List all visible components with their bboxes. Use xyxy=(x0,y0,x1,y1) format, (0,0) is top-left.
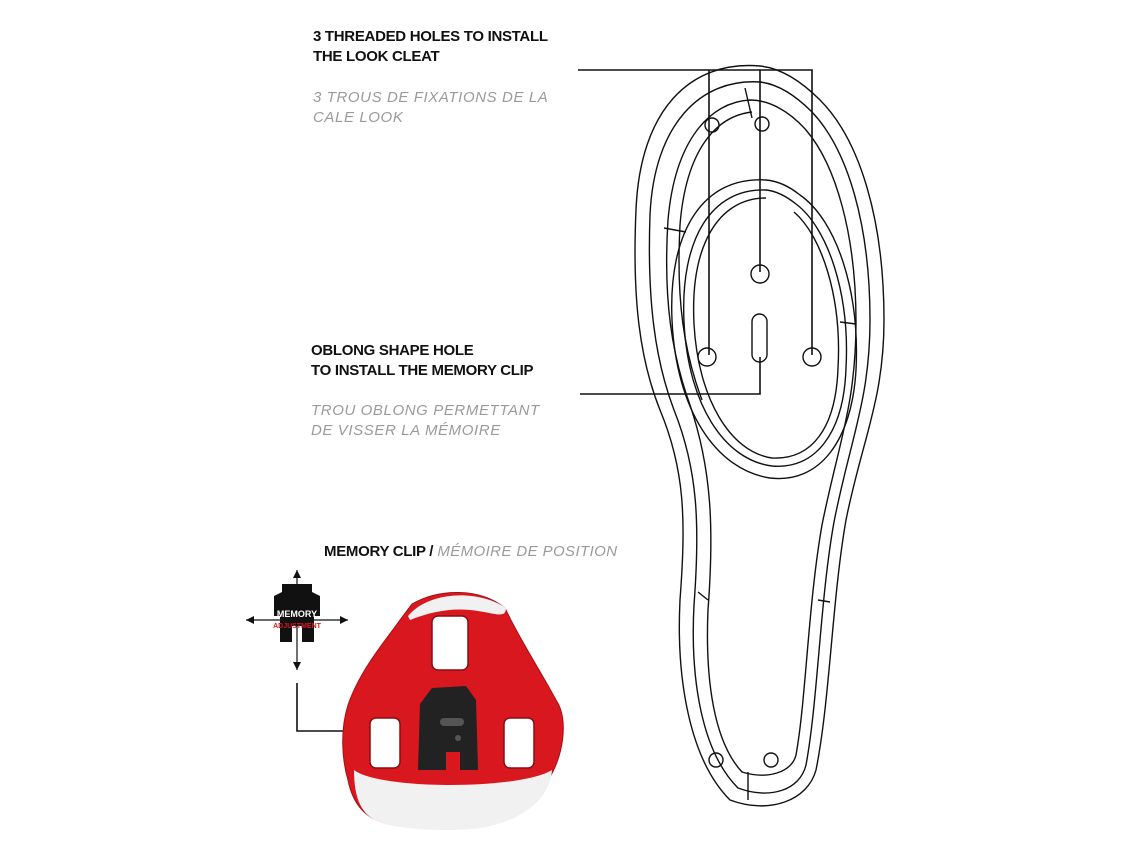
oblong-hole-icon xyxy=(752,314,767,362)
memory-logo-word: MEMORY xyxy=(276,609,318,619)
memory-logo xyxy=(246,570,348,670)
oblong-hole-translation-line2: DE VISSER LA MÉMOIRE xyxy=(311,422,501,439)
leader-line-oblong-hole xyxy=(580,357,760,394)
memory-clip-title-fr: MÉMOIRE DE POSITION xyxy=(437,543,618,560)
cleat-holes-translation-line2: CALE LOOK xyxy=(313,109,404,126)
cleat-holes-translation-line1: 3 TROUS DE FIXATIONS DE LA xyxy=(313,89,549,106)
oblong-hole-title-line2: TO INSTALL THE MEMORY CLIP xyxy=(311,362,534,379)
oblong-hole-title-line1: OBLONG SHAPE HOLE xyxy=(311,342,474,359)
cleat-holes-title-line1: 3 THREADED HOLES TO INSTALL xyxy=(313,28,548,45)
cleat-hole-left-icon xyxy=(698,348,716,366)
cleat-slot-right xyxy=(504,718,534,768)
cleat-area-outer xyxy=(672,180,857,479)
oblong-hole-translation-line1: TROU OBLONG PERMETTANT xyxy=(311,402,540,419)
cleat-slot-top xyxy=(432,616,468,670)
look-cleat xyxy=(343,592,564,830)
cleat-area-inner xyxy=(684,190,847,466)
leader-lines xyxy=(297,70,812,731)
memory-clip-title-en: MEMORY CLIP / xyxy=(324,543,434,560)
cleat-slot-left xyxy=(370,718,400,768)
memory-logo-subword: ADJUSTMENT xyxy=(273,623,321,630)
cleat-holes-title-line2: THE LOOK CLEAT xyxy=(313,48,440,65)
